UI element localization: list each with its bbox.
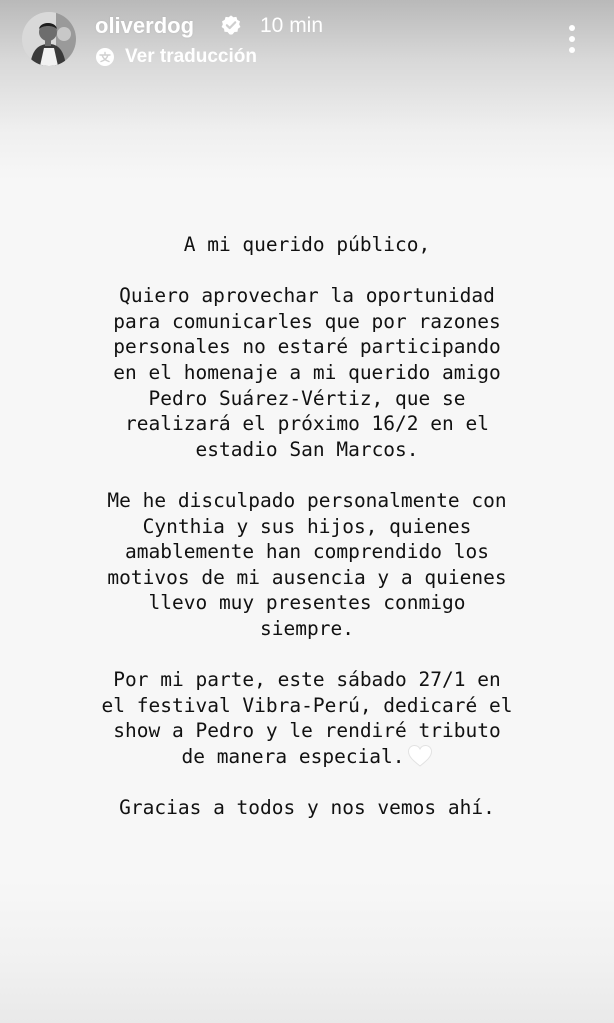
message-line: show a Pedro y le rendiré tributo	[113, 719, 501, 743]
message-line: amablemente han comprendido los	[125, 540, 489, 564]
timestamp: 10 min	[260, 14, 324, 37]
white-heart-icon	[407, 744, 433, 768]
message-paragraph-1	[20, 283, 594, 462]
message-line: Por mi parte, este sábado 27/1 en	[113, 668, 501, 692]
greeting-line: A mi querido público,	[183, 233, 431, 256]
message-line: realizará el próximo 16/2 en el	[125, 412, 489, 436]
message-line: Quiero aprovechar la oportunidad	[119, 284, 495, 308]
closing-line: Gracias a todos y nos vemos ahí.	[119, 796, 495, 820]
message-line: en el homenaje a mi querido amigo	[113, 360, 501, 384]
message-line-with-heart	[20, 744, 594, 770]
message-line-text: de manera especial.	[181, 744, 405, 768]
message-paragraph-3	[20, 667, 594, 769]
translate-label: Ver traducción	[125, 46, 257, 67]
more-options-icon[interactable]	[558, 22, 586, 56]
message-line: estadio San Marcos.	[195, 437, 419, 461]
avatar[interactable]	[22, 12, 76, 66]
message-line: Cynthia y sus hijos, quienes	[142, 514, 472, 538]
story-header	[0, 0, 614, 90]
avatar-photo	[22, 12, 76, 66]
message-paragraph-2	[20, 488, 594, 642]
message-closing	[20, 795, 594, 821]
story-message	[20, 232, 594, 846]
message-line: Pedro Suárez-Vértiz, que se	[148, 386, 466, 410]
message-line: personales no estaré participando	[113, 335, 501, 359]
message-line: motivos de mi ausencia y a quienes	[107, 565, 507, 589]
translate-button[interactable]	[95, 45, 257, 69]
message-line: para comunicarles que por razones	[113, 309, 501, 333]
message-line: el festival Vibra-Perú, dedicaré el	[101, 693, 513, 717]
message-line: siempre.	[260, 616, 354, 640]
username[interactable]: oliverdog	[95, 13, 195, 38]
message-line: llevo muy presentes conmigo	[148, 591, 466, 615]
message-greeting	[20, 232, 594, 258]
verified-badge-icon	[220, 14, 242, 36]
translate-icon	[95, 47, 115, 67]
message-line: Me he disculpado personalmente con	[107, 488, 507, 512]
